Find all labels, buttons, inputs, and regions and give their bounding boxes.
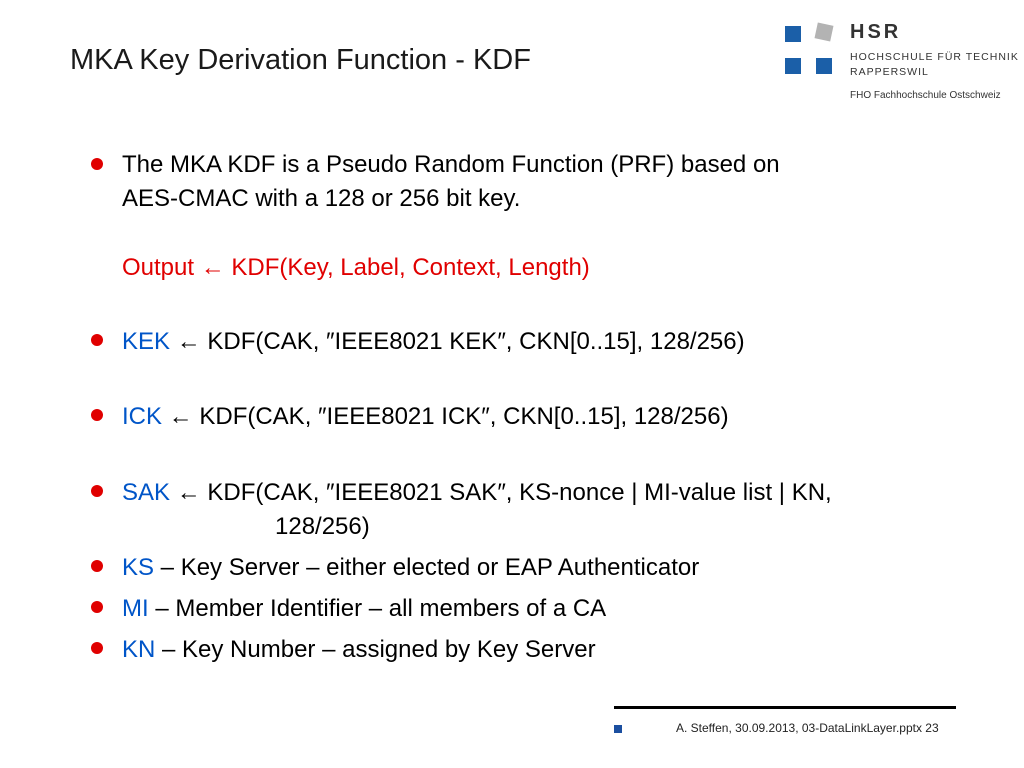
mi-definition: – Member Identifier – all members of a CA (148, 595, 607, 622)
footer-rule (614, 706, 956, 709)
mi-line (122, 592, 606, 626)
bullet-1-line2: AES-CMAC with a 128 or 256 bit key. (122, 185, 521, 212)
kn-definition: – Key Number – assigned by Key Server (155, 636, 596, 663)
logo-line2: RAPPERSWIL (850, 66, 929, 78)
logo-fho: FHO Fachhochschule Ostschweiz (850, 90, 1001, 101)
slide-title: MKA Key Derivation Function - KDF (70, 44, 531, 76)
sak-line (122, 476, 832, 510)
logo-square-1 (785, 26, 801, 42)
kn-line (122, 633, 596, 667)
bullet-dot (91, 158, 103, 170)
term-sak: SAK (122, 479, 171, 506)
logo-square-2 (815, 23, 834, 42)
logo-name: HSR (850, 21, 902, 43)
ks-definition: – Key Server – either elected or EAP Authenticator (154, 554, 700, 581)
ick-definition: ← KDF(CAK, ″IEEE8021 ICK″, CKN[0..15], 128/256) (162, 403, 729, 430)
footer-square (614, 725, 622, 733)
footer-text: A. Steffen, 30.09.2013, 03-DataLinkLayer.pptx 23 (676, 721, 939, 735)
term-mi: MI (122, 595, 149, 622)
term-kn: KN (122, 636, 156, 663)
term-kek: KEK (122, 328, 171, 355)
ks-line (122, 551, 699, 585)
ick-line (122, 400, 729, 434)
bullet-dot (91, 409, 103, 421)
logo-line1: HOCHSCHULE FÜR TECHNIK (850, 51, 1019, 63)
logo-square-3 (785, 58, 801, 74)
bullet-dot (91, 485, 103, 497)
hsr-logo (785, 21, 1020, 104)
sak-continuation: 128/256) (275, 513, 370, 540)
term-ks: KS (122, 554, 155, 581)
logo-square-4 (816, 58, 832, 74)
kek-definition: ← KDF(CAK, ″IEEE8021 KEK″, CKN[0..15], 128/256) (170, 328, 745, 355)
bullet-dot (91, 334, 103, 346)
sak-definition: ← KDF(CAK, ″IEEE8021 SAK″, KS-nonce | MI-value list | KN, (170, 479, 832, 506)
bullet-1-line1: The MKA KDF is a Pseudo Random Function (PRF) based on (122, 151, 780, 178)
bullet-dot (91, 642, 103, 654)
term-ick: ICK (122, 403, 163, 430)
bullet-dot (91, 601, 103, 613)
bullet-dot (91, 560, 103, 572)
kdf-formula: Output ← KDF(Key, Label, Context, Length) (122, 254, 590, 281)
kek-line (122, 325, 745, 359)
